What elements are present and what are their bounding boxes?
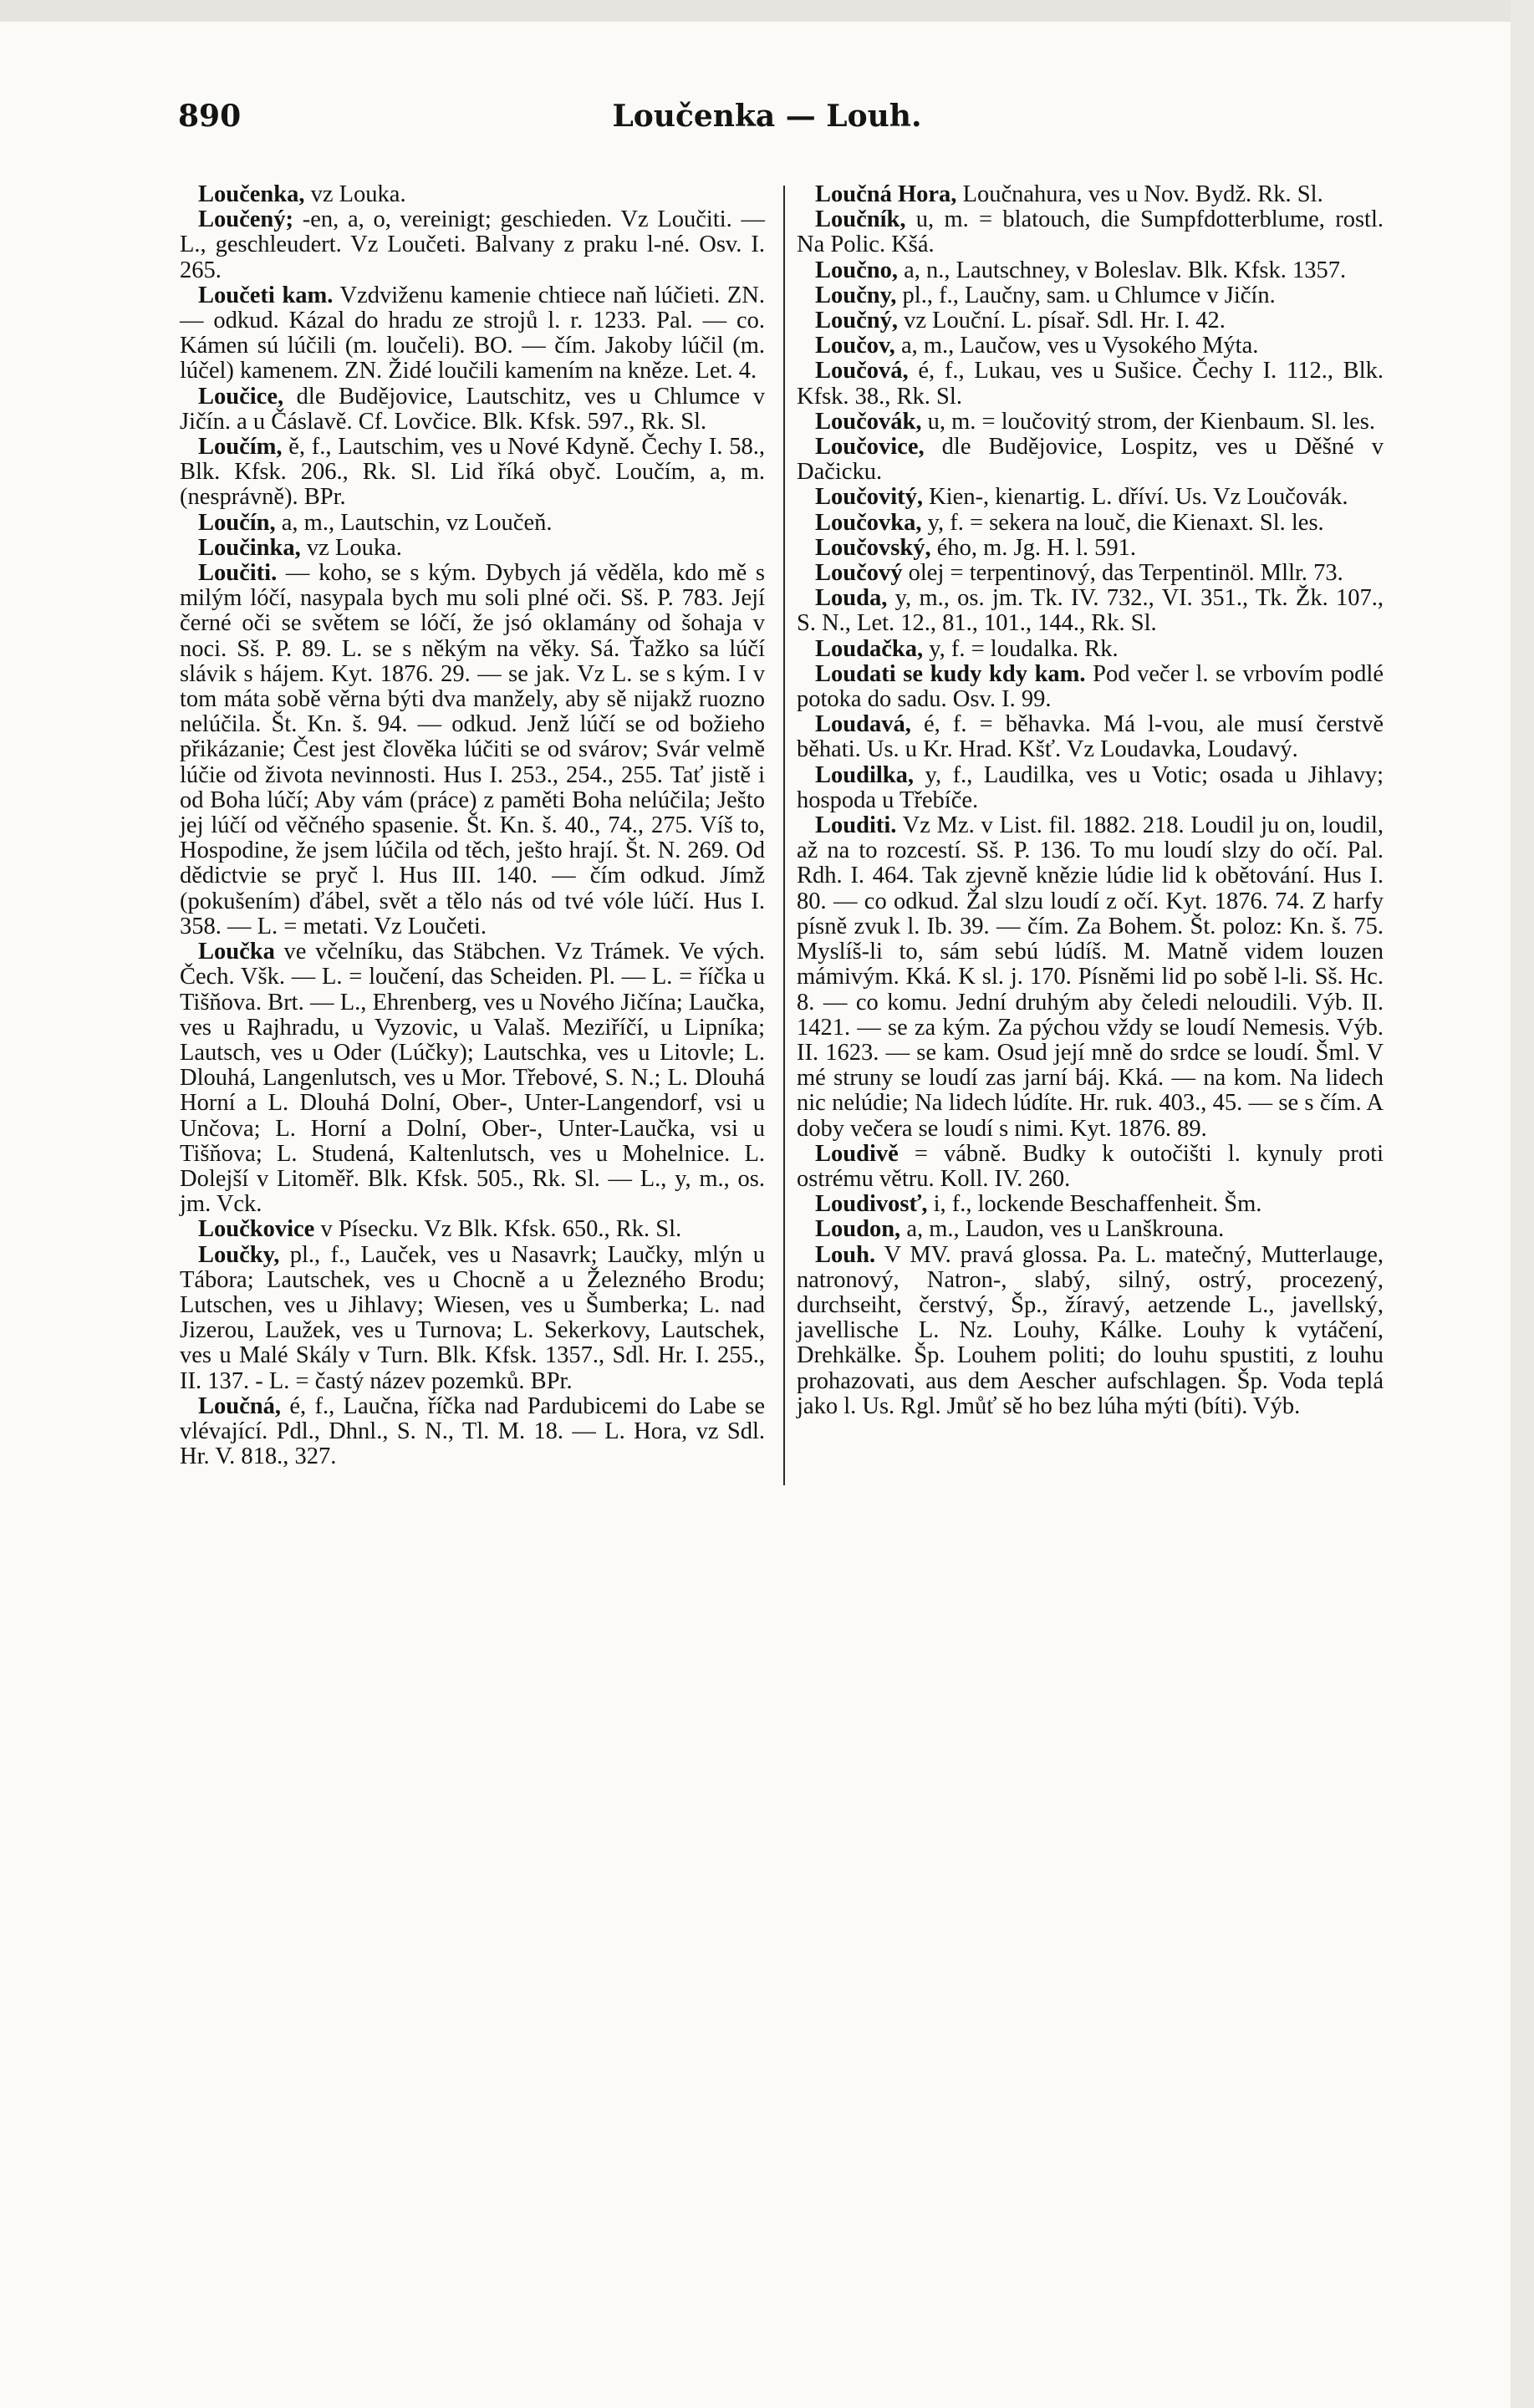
entry-headword: Loučná,: [198, 1392, 281, 1419]
entry-headword: Loučenka,: [198, 181, 305, 207]
dictionary-entry: [797, 283, 1384, 308]
entry-headword: Louh.: [815, 1241, 876, 1268]
entry-definition: vz Louční. L. písař. Sdl. Hr. I. 42.: [898, 308, 1226, 334]
dictionary-entry: [180, 182, 765, 207]
scan-right-edge: [1511, 0, 1534, 2408]
dictionary-entry: [180, 1243, 765, 1394]
entry-headword: Loučovák,: [815, 408, 922, 435]
entry-definition: a, m., Lautschin, vz Loučeň.: [275, 509, 553, 536]
entry-headword: Loučov,: [815, 333, 895, 359]
entry-definition: ve včelníku, das Stäbchen. Vz Trámek. Ve vých. Čech. Všk. — L. = loučení, das Scheiden. Pl. — L. = říčka u Tišňova. Brt. — L., Ehrenberg, ves u Nového Jičína; Laučka, ves u Rajhradu, u Vyzovic, u Valaš. Meziříčí, u Lipníka; Lautsch, ves u Oder (Lúčky); Lautschka, ves u Litovle; L. Dlouhá, Langenlutsch, ves u Mor. Třebové, S. N.; L. Dlouhá Horní a L. Dlouhá Dolní, Ober-, Unter-Langendorf, vsi u Unčova; L. Horní a Dolní, Ober-, Unter-Laučka, vsi u Tišňova; L. Studená, Kaltenlutsch, ves u Mohelnice. L. Dolejší v Litoměř. Blk. Kfsk. 505., Rk. Sl. — L., y, m., os. jm. Vck.: [180, 939, 765, 1218]
entry-definition: pl., f., Laučny, sam. u Chlumce v Jičín.: [896, 282, 1276, 308]
scan-top-edge: [0, 0, 1534, 22]
dictionary-entry: [797, 1142, 1384, 1192]
entry-headword: Loučeti kam.: [198, 282, 334, 308]
entry-definition: = vábně. Budky k outočišti l. kynuly proti ostrému větru. Koll. IV. 260.: [797, 1140, 1384, 1192]
entry-definition: Vzdviženu kamenie chtiece naň lúčieti. ZN. — odkud. Kázal do hradu ze strojů l. r. 1233. Pal. — co. Kámen sú lúčili (m. loučeli). BO. — čím. Jakoby lúčil (m. lúčel) kamenem. ZN. Židé loučili kamením na kněze. Let. 4.: [180, 282, 765, 384]
dictionary-entry: [797, 662, 1384, 712]
dictionary-entry: [797, 813, 1384, 1142]
dictionary-entry: [180, 536, 765, 561]
dictionary-entry: [180, 939, 765, 1217]
entry-headword: Loudačka,: [815, 635, 924, 662]
entry-definition: — koho, se s kým. Dybych já věděla, kdo mě s milým lóčí, nasypala bych mu soli plné oči. Sš. P. 783. Její černé oči se světem se lóčí, že jsó oklamány od šohaja v noci. Sš. P. 89. L. se s někým na věky. Sá. Ťažko sa lúčí slávik s hájem. Kyt. 1876. 29. — se jak. Vz L. se s kým. I v tom máta sobě věrna býti dva manžely, aby sě nijakž ruozno nelúčila. Št. Kn. š. 94. — odkud. Jenž lúčí se od božieho přikázanie; Čest jest člověka lúčiti se od svárov; Svár velmě lúčie od života nevinnosti. Hus I. 253., 254., 255. Tať jistě i od Boha lúčí; Aby vám (práce) z paměti Boha nelúčila; Ješto jej lúčí od věčného spasenie. Št. Kn. š. 40., 74., 275. Víš to, Hospodine, že jsem lúčila od těch, ješto hrají. Št. N. 269. Od dědictvie se pryč l. Hus III. 140. — čím odkud. Jímž (pokušením) ďábel, svět a tělo nás od tvé vóle lúčí. Hus I. 358. — L. = metati. Vz Loučeti.: [180, 560, 765, 939]
page-number: 890: [178, 99, 242, 134]
dictionary-entry: [180, 435, 765, 511]
entry-headword: Loudilka,: [815, 761, 915, 788]
entry-headword: Loučky,: [198, 1241, 280, 1268]
dictionary-entry: [180, 1217, 765, 1242]
entry-headword: Loučice,: [198, 383, 284, 410]
entry-headword: Louditi.: [815, 812, 897, 839]
entry-definition: u, m. = blatouch, die Sumpfdotterblume, rostl. Na Polic. Kšá.: [797, 206, 1384, 258]
entry-headword: Loučovský,: [815, 534, 931, 561]
dictionary-entry: [797, 308, 1384, 333]
dictionary-entry: [180, 1394, 765, 1470]
entry-headword: Loučová,: [815, 358, 909, 384]
entry-headword: Loučník,: [815, 206, 906, 233]
entry-definition: y, m., os. jm. Tk. IV. 732., VI. 351., Tk. Žk. 107., S. N., Let. 12., 81., 101., 144., Rk. Sl.: [797, 585, 1384, 637]
entry-definition: Kien-, kienartig. L. dříví. Us. Vz Loučovák.: [923, 484, 1348, 511]
entry-headword: Loučny,: [815, 282, 897, 308]
dictionary-entry: [180, 283, 765, 384]
right-column: [797, 182, 1384, 1419]
dictionary-entry: [180, 561, 765, 939]
entry-headword: Loučná Hora,: [815, 181, 957, 207]
dictionary-entry: [797, 561, 1384, 586]
entry-definition: dle Budějovice, Lospitz, ves u Děšné v Dačicku.: [797, 434, 1384, 486]
running-title: Loučenka — Louh.: [612, 99, 922, 134]
dictionary-entry: [797, 536, 1384, 561]
entry-definition: é, f., Laučna, říčka nad Pardubicemi do Labe se vlévající. Pdl., Dhnl., S. N., Tl. M. 18. — L. Hora, vz Sdl. Hr. V. 818., 327.: [180, 1392, 765, 1470]
entry-definition: i, f., lockende Beschaffenheit. Šm.: [927, 1191, 1262, 1218]
entry-definition: Pod večer l. se vrbovím podlé potoka do sadu. Osv. I. 99.: [797, 660, 1384, 713]
entry-definition: vz Louka.: [300, 534, 402, 561]
entry-headword: Loučiti.: [198, 560, 278, 587]
dictionary-entry: [180, 511, 765, 536]
entry-headword: Loudavá,: [815, 711, 911, 738]
entry-headword: Louda,: [815, 585, 888, 612]
entry-definition: ě, f., Lautschim, ves u Nové Kdyně. Čechy I. 58., Blk. Kfsk. 206., Rk. Sl. Lid říká obyč. Loučím, a, m. (nesprávně). BPr.: [180, 434, 765, 511]
column-divider: [783, 186, 785, 1485]
dictionary-entry: [797, 410, 1384, 435]
entry-headword: Loučný,: [815, 308, 898, 334]
entry-headword: Loučovitý,: [815, 484, 924, 511]
entry-definition: é, f. = běhavka. Má l-vou, ale musí čerstvě běhati. Us. u Kr. Hrad. Kšť. Vz Loudavka, Loudavý.: [797, 711, 1384, 763]
entry-definition: y, f., Laudilka, ves u Votic; osada u Jihlavy; hospoda u Třebíče.: [797, 761, 1384, 813]
entry-definition: é, f., Lukau, ves u Sušice. Čechy I. 112., Blk. Kfsk. 38., Rk. Sl.: [797, 358, 1384, 410]
dictionary-entry: [797, 333, 1384, 359]
entry-definition: olej = terpentinový, das Terpentinöl. Mllr. 73.: [902, 560, 1343, 587]
entry-definition: ého, m. Jg. H. l. 591.: [930, 534, 1136, 561]
dictionary-entry: [797, 763, 1384, 813]
dictionary-entry: [797, 586, 1384, 636]
dictionary-entry: [797, 1217, 1384, 1242]
entry-definition: dle Budějovice, Lautschitz, ves u Chlumce v Jičín. a u Čáslavě. Cf. Lovčice. Blk. Kfsk. 597., Rk. Sl.: [180, 383, 765, 435]
dictionary-entry: [797, 1243, 1384, 1419]
entry-definition: a, m., Laučow, ves u Vysokého Mýta.: [894, 333, 1259, 359]
entry-definition: a, n., Lautschney, v Boleslav. Blk. Kfsk. 1357.: [898, 257, 1347, 283]
dictionary-entry: [797, 485, 1384, 510]
dictionary-entry: [180, 384, 765, 435]
entry-headword: Loudivosť,: [815, 1191, 928, 1218]
entry-definition: Vz Mz. v List. fil. 1882. 218. Loudil ju on, loudil, až na to rozcestí. Sš. P. 136. To mu loudí slzy do očí. Pal. Rdh. I. 464. Tak zjevně knězie lúdie lid k obětování. Hus I. 80. — co odkud. Žal slzu loudí z očí. Kyt. 1876. 74. Z harfy písně zvuk l. Ib. 39. — čím. Za Bohem. Št. poloz: Kn. š. 75. Myslíš-li to, sám sebú lúdíš. M. Matně videm louzen mámivým. Kká. K sl. j. 170. Písněmi lid po sobě l-li. Sš. Hc. 8. — co komu. Jední druhým aby čeledi neloudili. Výb. II. 1421. — se za kým. Za pýchou vždy se loudí Nemesis. Výb. II. 1623. — se kam. Osud její mně do srdce se loudí. Šml. V mé struny se loudí zas jarní báj. Kká. — na kom. Na lidech nic nelúdie; Na lidech lúdíte. Hr. ruk. 403., 45. — se s čím. A doby večera se loudí s nimi. Kyt. 1876. 89.: [797, 812, 1384, 1142]
entry-definition: pl., f., Lauček, ves u Nasavrk; Laučky, mlýn u Tábora; Lautschek, ves u Chocně a u Železného Brodu; Lutschen, ves u Jihlavy; Wiesen, ves u Šumberka; L. nad Jizerou, Laužek, ves u Turnova; L. Sekerkovy, Lautschek, ves u Malé Skály v Turn. Blk. Kfsk. 1357., Sdl. Hr. I. 255., II. 137. - L. = častý název pozemků. BPr.: [180, 1241, 765, 1394]
entry-headword: Loučený;: [198, 206, 293, 233]
dictionary-entry: [797, 207, 1384, 257]
dictionary-entry: [180, 207, 765, 283]
entry-headword: Loučinka,: [198, 534, 301, 561]
entry-headword: Loučovka,: [815, 509, 922, 536]
dictionary-entry: [797, 637, 1384, 662]
dictionary-entry: [797, 435, 1384, 485]
entry-headword: Loučím,: [198, 434, 283, 461]
dictionary-entry: [797, 359, 1384, 409]
left-column: [180, 182, 765, 1469]
dictionary-entry: [797, 712, 1384, 762]
entry-headword: Loučkovice: [198, 1216, 315, 1243]
entry-definition: u, m. = loučovitý strom, der Kienbaum. Sl. les.: [921, 408, 1375, 435]
entry-definition: V MV. pravá glossa. Pa. L. matečný, Mutterlauge, natronový, Natron-, slabý, silný, ostrý, procezený, durchseiht, čerstvý, Šp., žíravý, aetzende L., javellský, javellische L. Nz. Louhy, Kálke. Louhy k vytáčení, Drehkälke. Šp. Louhem politi; do louhu spustiti, z louhu prohazovati, aus dem Aescher aufschlagen. Šp. Voda teplá jako l. Us. Rgl. Jmůť sě ho bez lúha mýti (bíti). Výb.: [797, 1241, 1384, 1419]
entry-headword: Loučovice,: [815, 434, 925, 461]
dictionary-entry: [797, 511, 1384, 536]
entry-definition: y, f. = loudalka. Rk.: [923, 635, 1119, 662]
entry-headword: Loudon,: [815, 1216, 901, 1243]
dictionary-entry: [797, 258, 1384, 283]
entry-headword: Loučín,: [198, 509, 276, 536]
entry-definition: -en, a, o, vereinigt; geschieden. Vz Loučiti. — L., geschleudert. Vz Loučeti. Balvany z praku l-né. Osv. I. 265.: [180, 206, 765, 283]
dictionary-entry: [797, 1192, 1384, 1217]
dictionary-entry: [797, 182, 1384, 207]
entry-headword: Loučka: [198, 939, 275, 965]
entry-headword: Loučový: [815, 560, 903, 587]
entry-definition: v Písecku. Vz Blk. Kfsk. 650., Rk. Sl.: [314, 1216, 682, 1243]
entry-headword: Loudati se kudy kdy kam.: [815, 660, 1086, 687]
entry-definition: a, m., Laudon, ves u Lanškrouna.: [900, 1216, 1225, 1243]
entry-headword: Loudivě: [815, 1140, 899, 1167]
entry-headword: Loučno,: [815, 257, 898, 283]
entry-definition: vz Louka.: [304, 181, 406, 207]
entry-definition: Loučnahura, ves u Nov. Bydž. Rk. Sl.: [956, 181, 1323, 207]
entry-definition: y, f. = sekera na louč, die Kienaxt. Sl. les.: [921, 509, 1324, 536]
